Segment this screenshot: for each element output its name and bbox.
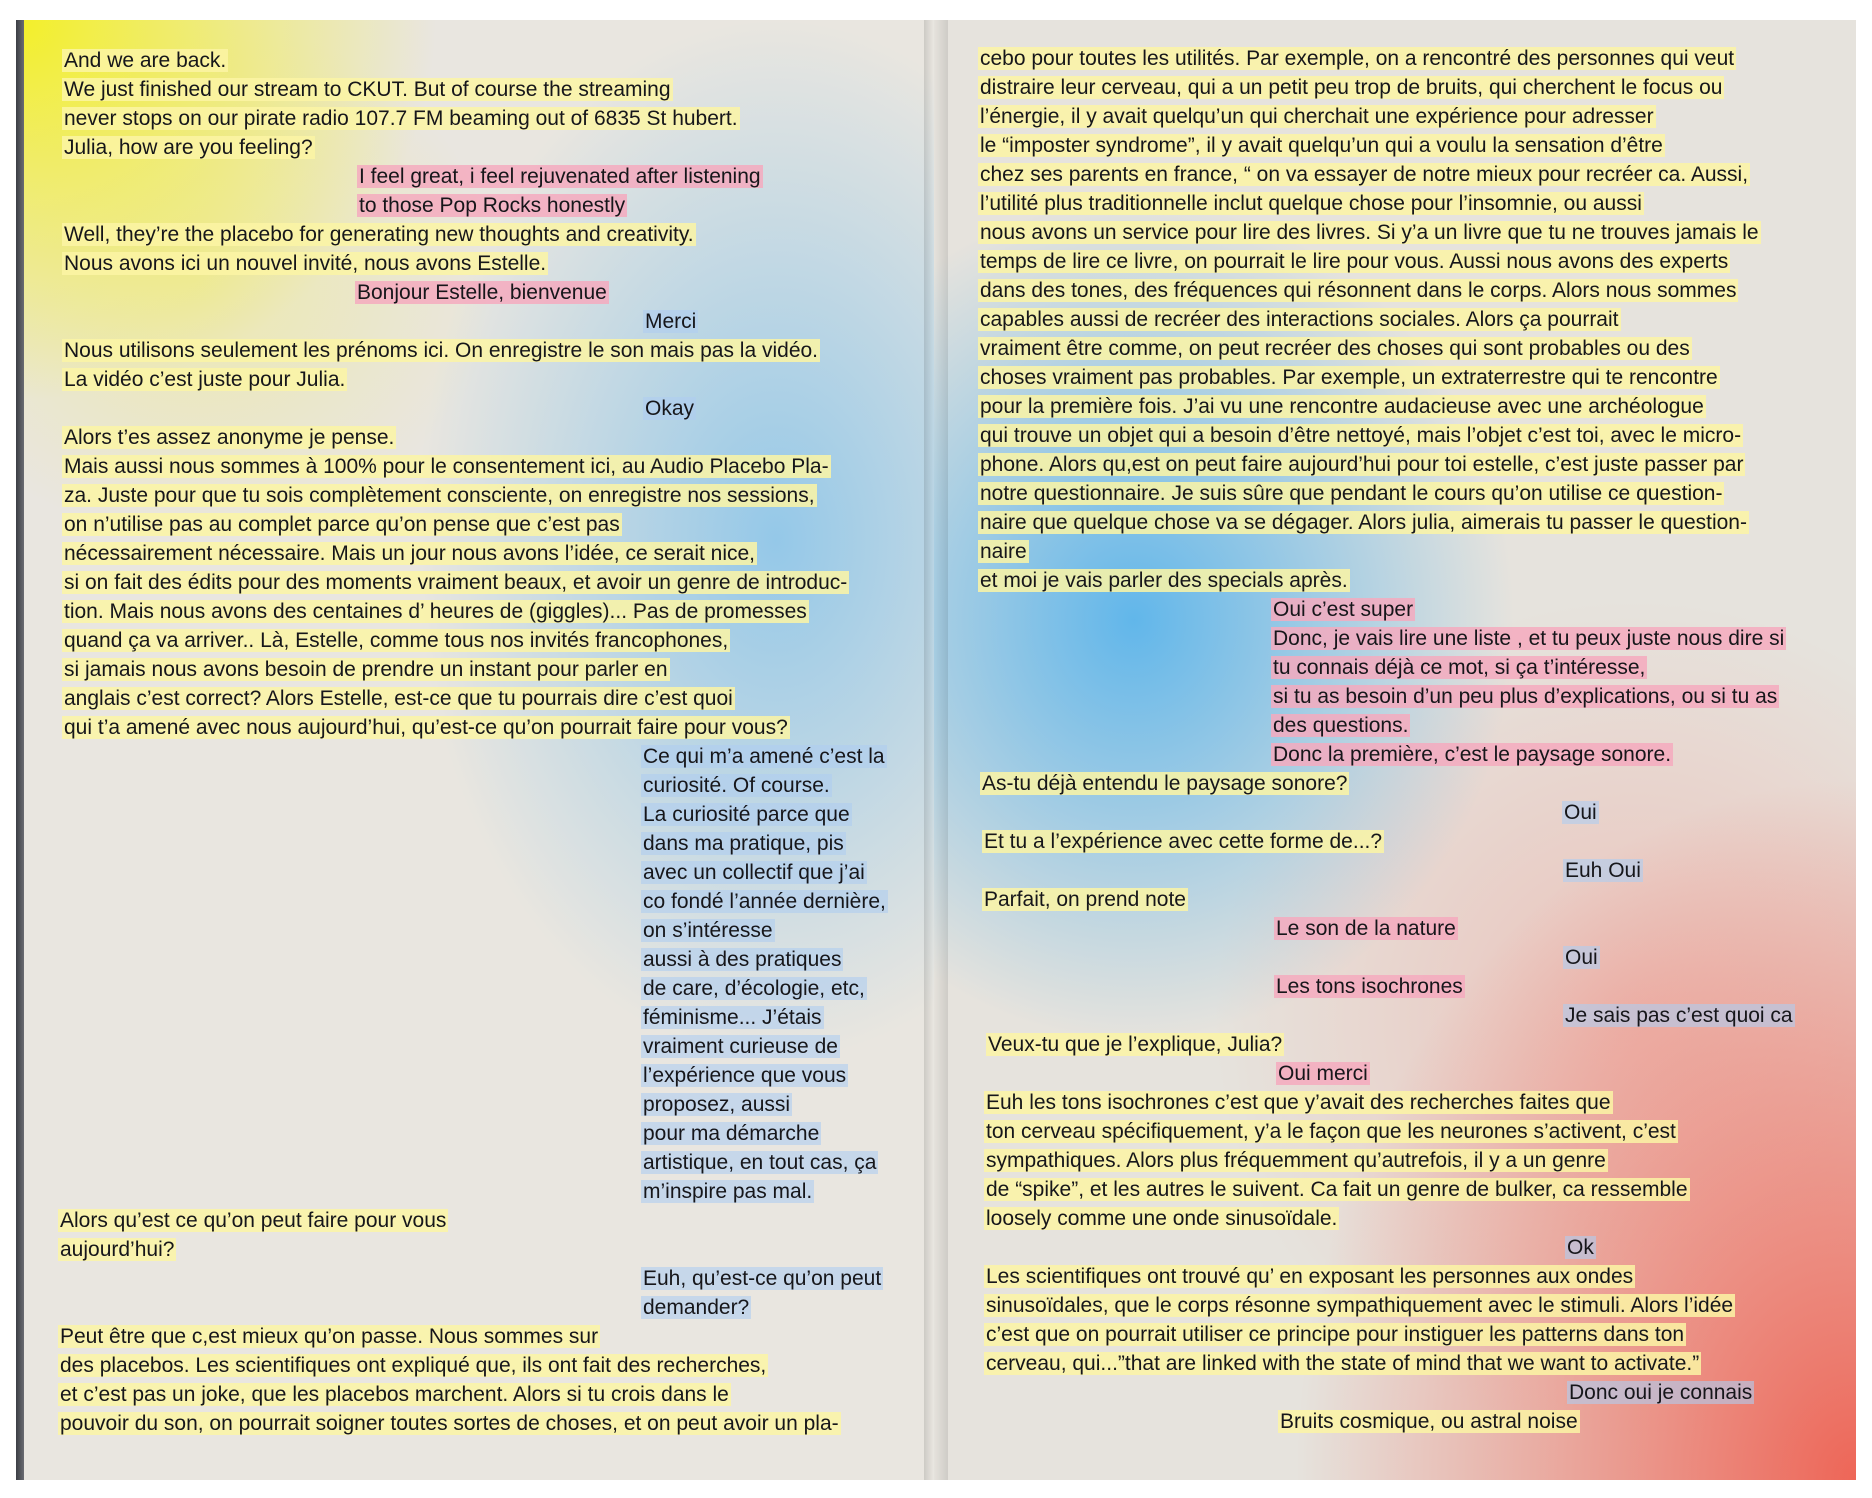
right-text-line bbox=[978, 46, 1736, 72]
right-text-line-content: Euh Oui bbox=[1565, 859, 1641, 882]
left-text-line-content: des placebos. Les scientifiques ont expliqué que, ils ont fait des recherches, bbox=[60, 1354, 767, 1377]
left-text-line bbox=[62, 77, 673, 103]
left-text-line bbox=[62, 222, 696, 248]
left-text-line bbox=[58, 1353, 768, 1379]
right-text-line bbox=[984, 1119, 1678, 1145]
left-text-line-content: anglais c’est correct? Alors Estelle, est-ce que tu pourrais dire c’est quoi bbox=[64, 687, 733, 710]
right-text-line-content: Veux-tu que je l’explique, Julia? bbox=[988, 1033, 1283, 1056]
right-text-line bbox=[982, 887, 1188, 913]
right-text-line bbox=[984, 1264, 1635, 1290]
right-text-line-content: ton cerveau spécifiquement, y’a le façon que les neurones s’activent, c’est bbox=[986, 1120, 1676, 1143]
left-text-line-content: La curiosité parce que bbox=[643, 803, 850, 826]
book-spine-edge bbox=[16, 20, 24, 1480]
left-text-line bbox=[643, 309, 698, 335]
right-text-line-content: notre questionnaire. Je suis sûre que pendant le cours qu’on utilise ce question- bbox=[980, 482, 1723, 505]
right-text-line bbox=[1563, 1003, 1795, 1029]
left-text-line bbox=[641, 1121, 821, 1147]
left-text-line-content: si jamais nous avons besoin de prendre un instant pour parler en bbox=[64, 658, 668, 681]
right-text-line bbox=[984, 1148, 1608, 1174]
left-text-line bbox=[641, 1266, 883, 1292]
right-text-line bbox=[1271, 597, 1415, 623]
left-text-line-content: Well, they’re the placebo for generating new thoughts and creativity. bbox=[64, 223, 694, 246]
left-text-line bbox=[641, 976, 867, 1002]
left-text-line bbox=[641, 802, 852, 828]
right-text-line-content: Je sais pas c’est quoi ca bbox=[1565, 1004, 1793, 1027]
right-text-line-content: Donc oui je connais bbox=[1569, 1381, 1753, 1404]
right-text-line bbox=[978, 249, 1730, 275]
left-text-line bbox=[641, 1150, 878, 1176]
right-text-line-content: Oui bbox=[1564, 801, 1597, 824]
right-text-line-content: As-tu déjà entendu le paysage sonore? bbox=[982, 772, 1348, 795]
right-text-line-content: le “imposter syndrome”, il y avait quelqu’un qui a voulu la sensation d’être bbox=[980, 134, 1663, 157]
left-text-line bbox=[62, 367, 347, 393]
left-text-line-content: Okay bbox=[645, 397, 695, 420]
right-text-line-content: cebo pour toutes les utilités. Par exemple, on a rencontré des personnes qui veut bbox=[980, 47, 1735, 70]
left-text-line-content: pour ma démarche bbox=[643, 1122, 820, 1145]
right-text-line bbox=[978, 394, 1706, 420]
right-text-line bbox=[1271, 684, 1779, 710]
right-text-line-content: naire que quelque chose va se dégager. Alors julia, aimerais tu passer le question- bbox=[980, 511, 1747, 534]
left-text-line bbox=[355, 280, 609, 306]
left-text-line bbox=[641, 889, 888, 915]
left-text-line bbox=[62, 454, 831, 480]
right-text-line-content: naire bbox=[980, 540, 1027, 563]
right-text-line bbox=[1567, 1380, 1754, 1406]
right-text-line bbox=[978, 423, 1743, 449]
left-text-line-content: tion. Mais nous avons des centaines d’ heures de (giggles)... Pas de promesses bbox=[64, 600, 807, 623]
left-text-line-content: avec un collectif que j’ai bbox=[643, 861, 865, 884]
right-text-line-content: Les scientifiques ont trouvé qu’ en exposant les personnes aux ondes bbox=[986, 1265, 1634, 1288]
left-text-line-content: Bonjour Estelle, bienvenue bbox=[357, 281, 607, 304]
right-text-line bbox=[984, 1293, 1735, 1319]
right-text-line-content: l’utilité plus traditionnelle inclut quelque chose pour l’insomnie, ou aussi bbox=[980, 192, 1642, 215]
right-text-line bbox=[1274, 974, 1465, 1000]
left-text-line bbox=[641, 1034, 840, 1060]
left-text-line bbox=[641, 1092, 792, 1118]
left-text-line bbox=[641, 947, 843, 973]
right-text-line-content: nous avons un service pour lire des livres. Si y’a un livre que tu ne trouves jamais le bbox=[980, 221, 1759, 244]
left-text-line bbox=[62, 338, 820, 364]
right-text-line bbox=[978, 162, 1750, 188]
right-text-line-content: choses vraiment pas probables. Par exemple, un extraterrestre qui te rencontre bbox=[980, 366, 1718, 389]
right-text-line bbox=[1563, 945, 1600, 971]
left-text-line bbox=[58, 1411, 841, 1437]
right-text-line-content: Parfait, on prend note bbox=[984, 888, 1186, 911]
right-text-line-content: Ok bbox=[1567, 1236, 1594, 1259]
right-text-line bbox=[978, 336, 1692, 362]
right-text-line bbox=[978, 133, 1665, 159]
left-text-line-content: qui t’a amené avec nous aujourd’hui, qu’est-ce qu’on pourrait faire pour vous? bbox=[64, 716, 788, 739]
left-text-line-content: Mais aussi nous sommes à 100% pour le consentement ici, au Audio Placebo Pla- bbox=[64, 455, 829, 478]
left-text-line bbox=[641, 1179, 814, 1205]
right-text-line-content: et moi je vais parler des specials après. bbox=[980, 569, 1348, 592]
right-text-line-content: Oui merci bbox=[1278, 1062, 1368, 1085]
left-text-line-content: Julia, how are you feeling? bbox=[64, 136, 313, 159]
right-text-line bbox=[1271, 742, 1673, 768]
right-text-line-content: Oui bbox=[1565, 946, 1598, 969]
left-text-line-content: nécessairement nécessaire. Mais un jour nous avons l’idée, ce serait nice, bbox=[64, 542, 756, 565]
left-text-line-content: de care, d’écologie, etc, bbox=[643, 977, 865, 1000]
left-text-line-content: et c’est pas un joke, que les placebos marchent. Alors si tu crois dans le bbox=[60, 1383, 729, 1406]
left-text-line-content: l’expérience que vous bbox=[643, 1064, 847, 1087]
left-text-line-content: féminisme... J’étais bbox=[643, 1006, 822, 1029]
left-text-line-content: m’inspire pas mal. bbox=[643, 1180, 813, 1203]
right-text-line-content: pour la première fois. J’ai vu une rencontre audacieuse avec une archéologue bbox=[980, 395, 1704, 418]
page-gutter bbox=[924, 20, 948, 1480]
right-text-line-content: de “spike”, et les autres le suivent. Ca fait un genre de bulker, ca ressemble bbox=[986, 1178, 1688, 1201]
right-text-line bbox=[978, 307, 1621, 333]
left-text-line-content: proposez, aussi bbox=[643, 1093, 791, 1116]
right-text-line-content: distraire leur cerveau, qui a un petit peu trop de bruits, qui cherchent le focus ou bbox=[980, 76, 1723, 99]
left-text-line bbox=[62, 251, 548, 277]
left-text-line-content: artistique, en tout cas, ça bbox=[643, 1151, 877, 1174]
left-text-line bbox=[58, 1208, 448, 1234]
left-text-line-content: Nous utilisons seulement les prénoms ici. On enregistre le son mais pas la vidéo. bbox=[64, 339, 819, 362]
right-text-line bbox=[978, 220, 1761, 246]
right-text-line-content: Euh les tons isochrones c’est que y’avait des recherches faites que bbox=[986, 1091, 1611, 1114]
left-text-line bbox=[62, 599, 809, 625]
right-text-line bbox=[984, 1322, 1686, 1348]
right-text-line-content: sinusoïdales, que le corps résonne sympathiquement avec le stimuli. Alors l’idée bbox=[986, 1294, 1734, 1317]
left-text-line bbox=[62, 686, 735, 712]
left-text-line-content: aussi à des pratiques bbox=[643, 948, 842, 971]
left-text-line bbox=[641, 1295, 751, 1321]
left-text-line bbox=[58, 1382, 731, 1408]
right-text-line-content: qui trouve un objet qui a besoin d’être nettoyé, mais l’objet c’est toi, avec le micro- bbox=[980, 424, 1742, 447]
right-text-line bbox=[978, 75, 1724, 101]
right-text-line bbox=[1271, 626, 1786, 652]
right-text-line bbox=[984, 1177, 1690, 1203]
right-text-line bbox=[984, 1206, 1339, 1232]
left-text-line-content: aujourd’hui? bbox=[60, 1238, 175, 1261]
left-text-line-content: Alors qu’est ce qu’on peut faire pour vous bbox=[60, 1209, 447, 1232]
right-text-line-content: c’est que on pourrait utiliser ce principe pour instiguer les patterns dans ton bbox=[986, 1323, 1685, 1346]
left-text-line bbox=[62, 541, 757, 567]
left-text-line-content: Ce qui m’a amené c’est la bbox=[643, 745, 885, 768]
left-text-line-content: on n’utilise pas au complet parce qu’on pense que c’est pas bbox=[64, 513, 620, 536]
left-text-line bbox=[58, 1237, 176, 1263]
left-text-line bbox=[62, 657, 670, 683]
right-text-line bbox=[978, 510, 1749, 536]
left-text-line bbox=[58, 1324, 600, 1350]
left-text-line-content: dans ma pratique, pis bbox=[643, 832, 844, 855]
right-text-line-content: loosely comme une onde sinusoïdale. bbox=[986, 1207, 1338, 1230]
right-text-line bbox=[1271, 655, 1647, 681]
right-text-line bbox=[1563, 858, 1643, 884]
right-text-line-content: Bruits cosmique, ou astral noise bbox=[1280, 1410, 1578, 1433]
right-text-line bbox=[984, 1351, 1701, 1377]
right-text-line-content: vraiment être comme, on peut recréer des choses qui sont probables ou des bbox=[980, 337, 1690, 360]
right-text-line-content: Donc, je vais lire une liste , et tu peux juste nous dire si bbox=[1273, 627, 1785, 650]
left-text-line bbox=[62, 715, 790, 741]
right-text-line bbox=[978, 278, 1738, 304]
right-text-line-content: l’énergie, il y avait quelqu’un qui cherchait une expérience pour adresser bbox=[980, 105, 1654, 128]
left-text-line-content: never stops on our pirate radio 107.7 FM beaming out of 6835 St hubert. bbox=[64, 107, 738, 130]
left-text-line-content: Peut être que c,est mieux qu’on passe. Nous sommes sur bbox=[60, 1325, 599, 1348]
left-text-line-content: La vidéo c’est juste pour Julia. bbox=[64, 368, 346, 391]
right-text-line-content: temps de lire ce livre, on pourrait le lire pour vous. Aussi nous avons des experts bbox=[980, 250, 1729, 273]
left-text-line-content: We just finished our stream to CKUT. But of course the streaming bbox=[64, 78, 671, 101]
right-text-line bbox=[978, 452, 1745, 478]
left-text-line bbox=[62, 570, 849, 596]
right-text-line bbox=[1562, 800, 1599, 826]
right-text-line bbox=[1274, 916, 1458, 942]
left-text-line bbox=[641, 860, 867, 886]
right-text-line bbox=[978, 191, 1644, 217]
right-text-line bbox=[980, 771, 1349, 797]
left-text-line-content: to those Pop Rocks honestly bbox=[359, 194, 626, 217]
right-text-line bbox=[984, 1090, 1613, 1116]
left-text-line bbox=[357, 164, 763, 190]
left-text-line bbox=[62, 135, 315, 161]
right-text-line bbox=[978, 365, 1720, 391]
right-text-line bbox=[1278, 1409, 1580, 1435]
left-text-line-content: on s’intéresse bbox=[643, 919, 773, 942]
left-text-line-content: Alors t’es assez anonyme je pense. bbox=[64, 426, 395, 449]
right-text-line-content: Le son de la nature bbox=[1276, 917, 1456, 940]
left-text-line bbox=[62, 628, 730, 654]
left-text-line bbox=[62, 512, 622, 538]
left-text-line-content: vraiment curieuse de bbox=[643, 1035, 838, 1058]
right-text-line bbox=[978, 568, 1350, 594]
right-text-line bbox=[986, 1032, 1284, 1058]
right-text-line-content: des questions. bbox=[1273, 714, 1409, 737]
left-text-line-content: curiosité. Of course. bbox=[643, 774, 830, 797]
left-text-line-content: Euh, qu’est-ce qu’on peut bbox=[643, 1267, 882, 1290]
left-text-line bbox=[641, 773, 832, 799]
left-text-line-content: demander? bbox=[643, 1296, 750, 1319]
right-text-line-content: dans des tones, des fréquences qui résonnent dans le corps. Alors nous sommes bbox=[980, 279, 1737, 302]
left-text-line-content: quand ça va arriver.. Là, Estelle, comme tous nos invités francophones, bbox=[64, 629, 729, 652]
right-text-line-content: Donc la première, c’est le paysage sonore. bbox=[1273, 743, 1672, 766]
right-text-line bbox=[978, 539, 1029, 565]
left-text-line bbox=[643, 396, 696, 422]
right-text-line-content: Les tons isochrones bbox=[1276, 975, 1463, 998]
right-text-line-content: capables aussi de recréer des interactions sociales. Alors ça pourrait bbox=[980, 308, 1619, 331]
left-text-line bbox=[62, 483, 817, 509]
right-text-line bbox=[982, 829, 1384, 855]
left-text-line-content: Merci bbox=[645, 310, 697, 333]
left-text-line bbox=[641, 1063, 848, 1089]
left-text-line bbox=[641, 1005, 824, 1031]
left-text-line-content: Nous avons ici un nouvel invité, nous avons Estelle. bbox=[64, 252, 547, 275]
left-text-line-content: za. Juste pour que tu sois complètement consciente, on enregistre nos sessions, bbox=[64, 484, 815, 507]
left-text-line bbox=[641, 744, 887, 770]
right-text-line bbox=[1565, 1235, 1596, 1261]
left-text-line bbox=[357, 193, 627, 219]
left-text-line bbox=[641, 918, 775, 944]
right-text-line bbox=[1276, 1061, 1370, 1087]
left-text-line-content: si on fait des édits pour des moments vraiment beaux, et avoir un genre de introduc- bbox=[64, 571, 848, 594]
right-text-line-content: chez ses parents en france, “ on va essayer de notre mieux pour recréer ca. Aussi, bbox=[980, 163, 1749, 186]
left-text-line bbox=[62, 106, 740, 132]
right-text-line-content: si tu as besoin d’un peu plus d’explications, ou si tu as bbox=[1273, 685, 1778, 708]
left-text-line-content: pouvoir du son, on pourrait soigner toutes sortes de choses, et on peut avoir un pla- bbox=[60, 1412, 839, 1435]
right-text-line bbox=[1271, 713, 1410, 739]
left-text-line-content: co fondé l’année dernière, bbox=[643, 890, 886, 913]
left-text-line bbox=[641, 831, 846, 857]
right-text-line bbox=[978, 481, 1724, 507]
left-text-line-content: And we are back. bbox=[64, 49, 227, 72]
right-text-line-content: Oui c’est super bbox=[1273, 598, 1414, 621]
right-text-line-content: Et tu a l’expérience avec cette forme de...? bbox=[984, 830, 1383, 853]
right-text-line-content: sympathiques. Alors plus fréquemment qu’autrefois, il y a un genre bbox=[986, 1149, 1606, 1172]
left-text-line-content: I feel great, i feel rejuvenated after listening bbox=[359, 165, 761, 188]
right-text-line bbox=[978, 104, 1656, 130]
right-text-line-content: cerveau, qui...”that are linked with the state of mind that we want to activate.” bbox=[986, 1352, 1700, 1375]
left-text-line bbox=[62, 425, 396, 451]
right-text-line-content: phone. Alors qu,est on peut faire aujourd’hui pour toi estelle, c’est juste passer par bbox=[980, 453, 1744, 476]
left-text-line bbox=[62, 48, 228, 74]
right-text-line-content: tu connais déjà ce mot, si ça t’intéresse, bbox=[1273, 656, 1646, 679]
